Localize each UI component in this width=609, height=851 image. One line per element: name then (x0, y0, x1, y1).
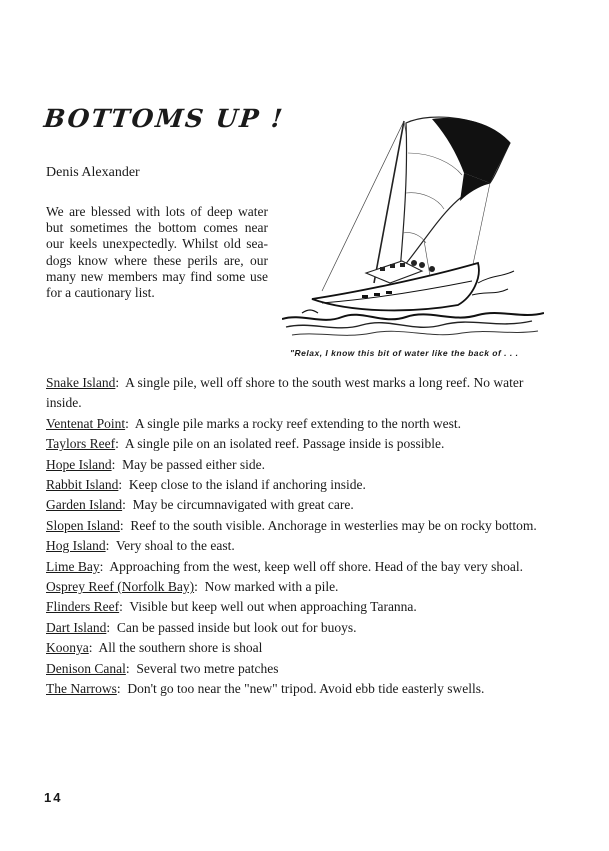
place-note: Visible but keep well out when approaching Taranna. (129, 599, 417, 615)
place-note: A single pile, well off shore to the south west marks a long reef. No water inside. (46, 375, 524, 411)
place-name: Osprey Reef (Norfolk Bay) (46, 579, 195, 595)
place-name: Garden Island (46, 497, 123, 513)
place-note: A single pile on an isolated reef. Passage inside is possible. (124, 436, 445, 452)
list-item: The Narrows: Don't go too near the "new" tripod. Avoid ebb tide easterly swells. (46, 681, 485, 697)
author-name: Denis Alexander (46, 165, 140, 180)
page-number: 14 (44, 790, 63, 805)
list-item: Dart Island: Can be passed inside but look out for buoys. (46, 619, 357, 635)
place-name: Flinders Reef (46, 599, 120, 615)
place-note: Now marked with a pile. (204, 579, 339, 595)
list-item: Hope Island: May be passed either side. (46, 456, 265, 472)
place-note: Don't go too near the "new" tripod. Avoid ebb tide easterly swells. (127, 681, 485, 697)
sailboat-icon (282, 113, 544, 353)
place-note: All the southern shore is shoal (98, 640, 263, 656)
place-name: Hog Island (46, 538, 106, 554)
list-item: Garden Island: May be circumnavigated with great care. (46, 497, 354, 513)
place-name: Rabbit Island (46, 477, 119, 493)
place-note: May be passed either side. (122, 456, 265, 472)
place-note: May be circumnavigated with great care. (132, 497, 354, 513)
place-name: Denison Canal (46, 660, 126, 676)
place-name: Slopen Island (46, 517, 120, 533)
list-item: Ventenat Point: A single pile marks a rocky reef extending to the north west. (46, 415, 462, 431)
place-note: A single pile marks a rocky reef extending to the north west. (134, 415, 462, 431)
list-item: Flinders Reef: Visible but keep well out when approaching Taranna. (46, 599, 417, 615)
list-item: Rabbit Island: Keep close to the island if anchoring inside. (46, 477, 366, 493)
list-item: Snake Island: A single pile, well off shore to the south west marks a long reef. No water inside. (46, 375, 524, 411)
list-item: Slopen Island: Reef to the south visible. Anchorage in westerlies may be on rocky bottom. (46, 517, 537, 533)
place-name: The Narrows (46, 681, 117, 697)
place-name: Dart Island (46, 619, 107, 635)
list-item: Osprey Reef (Norfolk Bay): Now marked with a pile. (46, 579, 339, 595)
place-name: Taylors Reef (46, 436, 116, 452)
article-title: BOTTOMS UP ! (42, 104, 286, 133)
list-item: Hog Island: Very shoal to the east. (46, 538, 235, 554)
illustration-caption: "Relax, I know this bit of water like the back of . . . (290, 348, 519, 358)
list-item: Denison Canal: Several two metre patches (46, 660, 279, 676)
place-name: Snake Island (46, 375, 116, 390)
place-note: Keep close to the island if anchoring inside. (128, 477, 366, 493)
list-item: Koonya: All the southern shore is shoal (46, 640, 263, 656)
intro-paragraph: We are blessed with lots of deep water but sometimes the bottom comes near our keels unexpectedly. Whilst old sea-dogs know where these perils are, our many new members may find some use for a cautionary list. (46, 204, 268, 301)
list-item: Lime Bay: Approaching from the west, keep well off shore. Head of the bay very shoal. (46, 558, 524, 574)
place-note: Approaching from the west, keep well off shore. Head of the bay very shoal. (109, 558, 524, 574)
place-name: Koonya (46, 640, 89, 656)
place-note: Can be passed inside but look out for buoys. (116, 619, 357, 635)
place-note: Several two metre patches (136, 660, 279, 676)
hazard-list (46, 373, 556, 700)
place-name: Lime Bay (46, 558, 100, 574)
list-item: Taylors Reef: A single pile on an isolated reef. Passage inside is possible. (46, 436, 445, 452)
place-name: Hope Island (46, 456, 112, 472)
place-note: Very shoal to the east. (115, 538, 235, 554)
place-note: Reef to the south visible. Anchorage in westerlies may be on rocky bottom. (130, 517, 537, 533)
place-name: Ventenat Point (46, 415, 126, 431)
